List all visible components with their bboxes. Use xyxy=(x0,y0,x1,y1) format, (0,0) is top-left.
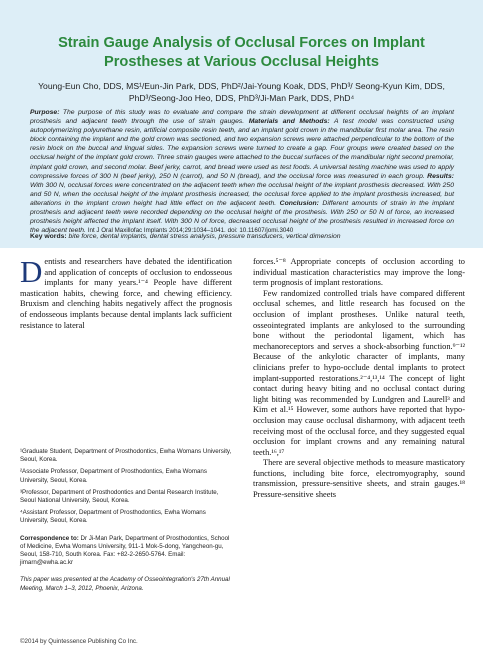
article-header xyxy=(0,0,483,248)
correspondence-label: Correspondence to: xyxy=(20,534,79,542)
intro-paragraph-3: Few randomized controlled trials have compared different occlusal schemes, and little research has focused on the occlusion of implant prostheses. Unlike natural teeth, osseointegrated implants are ankylosed to the surrounding bone without the periodontal ligament, which has mechanoreceptors and serves a shock-absorbing function.⁹⁻¹² Because of the ankylotic character of implants, many clinicians prefer to hypo-occlude dental implants to protect implant-supported restorations.²⁻⁴,¹³,¹⁴ The concept of light contact during heavy biting and no occlusal contact during light biting was recommended by Lundgren and Laurell³ and Kim et al.¹⁵ However, some authors have reported that hypo-occlusion may cause occlusal disharmony, with adjacent teeth receiving most of the occlusal force, and they suggested equal occlusion for implant crowns and any remaining natural teeth.¹⁶,¹⁷ xyxy=(253,288,465,457)
meeting-note: This paper was presented at the Academy of Osseointegration's 27th Annual Meeting, March 1–3, 2012, Phoenix, Arizona. xyxy=(20,576,230,592)
correspondence xyxy=(20,535,232,568)
footnote-4: ⁴Assistant Professor, Department of Prosthodontics, Ewha Womans University, Seoul, Korea. xyxy=(20,509,206,525)
purpose-text: The purpose of this study was to evaluate and compare the strain development at different occlusal heights of an implant prosthesis and adjacent teeth through the use of strain gauges. xyxy=(30,109,454,126)
author-list: Young-Eun Cho, DDS, MS¹/Eun-Jin Park, DDS, PhD²/Jai-Young Koak, DDS, PhD³/ Seong-Kyun Kim, DDS, PhD³/Seong-Joo Heo, DDS, PhD³/Ji-Man Park, DDS, PhD⁴ xyxy=(38,81,445,103)
footnotes xyxy=(20,448,232,593)
footnote-3: ³Professor, Department of Prosthodontics and Dental Research Institute, Seoul National University, Seoul, Korea. xyxy=(20,488,219,505)
results-label: Results: xyxy=(427,172,454,180)
keywords-text: bite force, dental implants, dental stress analysis, pressure transducers, vertical dimension xyxy=(68,233,341,240)
conclusion-label: Conclusion: xyxy=(279,199,319,207)
methods-text: A test model was constructed using autopolymerizing polyurethane resin, artificial composite resin teeth, and an implant gold crown in the mandibular first molar area. The resin block containing the implant and the gold crown was sectioned, and two expansion screws were attached perpendicular to the bottom of the resin block on the buccal and lingual sides. The expansion screws were turned to create a gap. Four groups were created based on the occlusal height of the implant gold crown. Three strain gauges were attached to the buccal surfaces of the mandibular right second premolar, implant gold crown, and second molar. Beef jerky, carrot, and bread were used as test foods. A universal testing machine was used to apply compressive forces of 300 N (beef jerky), 250 N (carrot), and 50 N (bread), and the occlusal force was measured in each group. xyxy=(30,118,454,180)
intro-paragraph-2: forces.⁵⁻⁸ Appropriate concepts of occlusion according to individual mastication characteristics may improve the long-term prognosis of implant restorations. xyxy=(253,257,465,288)
keywords xyxy=(30,232,454,241)
intro-paragraph-4: There are several objective methods to measure masticatory functions, including bite force, electromyography, sound transmission, pressure-sensitive sheets, and strain gauges.¹⁸ Pressure-sensitive sheets xyxy=(253,458,465,500)
footnote-2: ²Associate Professor, Department of Prosthodontics, Ewha Womans University, Seoul, Korea. xyxy=(20,468,207,484)
intro-paragraph-1-text: entists and researchers have debated the identification and application of concepts of occlusion to endosseous implants for many years.¹⁻⁴ People have different mastication habits, chewing force, and chewing efficiency. Bruxism and clenching habits negatively affect the prognosis of endosseous implants because dental implants lack sufficient resistance to lateral xyxy=(20,257,232,330)
journal-reference: Int J Oral Maxillofac Implants 2014;29:1034–1041. xyxy=(87,227,226,235)
drop-cap: D xyxy=(20,254,43,289)
doi-link[interactable]: doi: 10.11607/jomi.3040 xyxy=(227,227,294,235)
copyright-notice: ©2014 by Quintessence Publishing Co Inc. xyxy=(20,638,138,645)
article-title: Strain Gauge Analysis of Occlusal Forces on Implant Prostheses at Various Occlusal Heights xyxy=(58,35,425,70)
footnote-1: ¹Graduate Student, Department of Prosthodontics, Ewha Womans University, Seoul, Korea. xyxy=(20,448,232,464)
intro-paragraph-1 xyxy=(20,254,232,331)
purpose-label: Purpose: xyxy=(30,109,60,116)
right-column xyxy=(253,257,465,501)
left-column xyxy=(20,254,232,331)
methods-label: Materials and Methods: xyxy=(248,118,330,126)
abstract xyxy=(30,108,454,235)
correspondence-text: Dr Ji-Man Park, Department of Prosthodontics, School of Medicine, Ewha Womans University, 911-1 Mok-5-dong, Yangcheon-gu, Seoul, 158-710, South Korea. Fax: +82-2-2650-5764. Email: jimarn@ewha.ac.kr xyxy=(20,534,230,567)
conclusion-text: Different amounts of strain in the implant prosthesis and adjacent teeth were recorded depending on the occlusal height of the prosthesis. With 250 or 50 N of force, an increased prosthesis height affected the implant itself. With 300 N of force, decreased occlusal height of the prosthesis resulted in increased force on the adjacent teeth. xyxy=(30,199,454,235)
results-text: With 300 N, occlusal forces were concentrated on the adjacent teeth when the occlusal height of the implant prosthesis decreased. With 250 and 50 N, when the occlusal height of the implant prosthesis increased, the occlusal force applied to the implant prosthesis increased, but alterations in the implant crown height had little effect on the adjacent teeth. xyxy=(30,181,454,207)
keywords-label: Key words: xyxy=(30,233,67,240)
